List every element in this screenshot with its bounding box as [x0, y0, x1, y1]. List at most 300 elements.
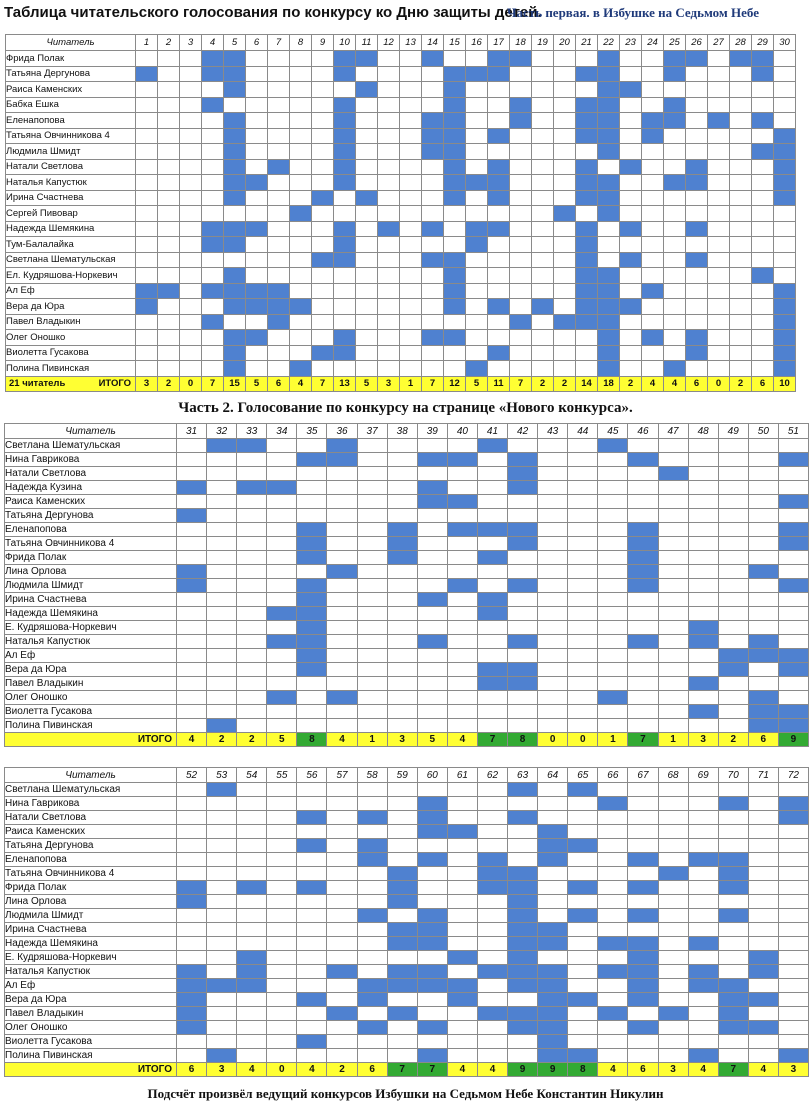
reader-row — [5, 495, 809, 509]
column-header: 9 — [312, 35, 334, 51]
total-cell: 9 — [508, 1063, 538, 1077]
vote-cell — [237, 523, 267, 537]
reader-name: Татьяна Дергунова — [6, 66, 136, 82]
vote-cell — [177, 649, 207, 663]
vote-cell-marked — [297, 881, 327, 895]
vote-cell — [532, 128, 554, 144]
vote-cell — [752, 330, 774, 346]
vote-cell — [207, 1007, 237, 1021]
reader-name: Татьяна Овчинникова 4 — [6, 128, 136, 144]
column-header: 31 — [177, 424, 207, 439]
vote-cell-marked — [246, 330, 268, 346]
vote-cell — [246, 237, 268, 253]
vote-cell — [357, 635, 387, 649]
vote-cell — [447, 719, 477, 733]
vote-cell — [554, 345, 576, 361]
vote-cell — [207, 1035, 237, 1049]
vote-cell — [158, 144, 180, 160]
vote-cell — [267, 509, 297, 523]
vote-cell — [237, 923, 267, 937]
vote-cell — [237, 565, 267, 579]
total-cell: 5 — [466, 376, 488, 391]
vote-cell — [290, 66, 312, 82]
vote-cell — [688, 439, 718, 453]
vote-cell — [510, 299, 532, 315]
reader-row — [5, 923, 809, 937]
vote-cell-marked — [686, 221, 708, 237]
vote-cell-marked — [718, 979, 748, 993]
vote-cell — [177, 551, 207, 565]
vote-cell — [177, 951, 207, 965]
vote-cell-marked — [748, 649, 778, 663]
total-cell: 7 — [477, 733, 507, 747]
vote-cell-marked — [334, 128, 356, 144]
vote-cell-marked — [444, 268, 466, 284]
vote-cell — [267, 467, 297, 481]
vote-cell — [774, 51, 796, 67]
vote-cell — [444, 345, 466, 361]
vote-cell-marked — [447, 453, 477, 467]
vote-cell — [568, 719, 598, 733]
reader-name: Сергей Пивовар — [6, 206, 136, 222]
vote-cell — [180, 299, 202, 315]
vote-cell — [688, 881, 718, 895]
vote-cell — [387, 593, 417, 607]
vote-cell — [598, 705, 628, 719]
vote-cell-marked — [598, 361, 620, 377]
vote-cell — [267, 811, 297, 825]
vote-cell — [658, 523, 688, 537]
vote-cell — [357, 677, 387, 691]
vote-cell — [554, 66, 576, 82]
vote-cell-marked — [268, 314, 290, 330]
column-header: 40 — [447, 424, 477, 439]
vote-cell-marked — [664, 361, 686, 377]
vote-cell — [488, 361, 510, 377]
vote-cell — [730, 66, 752, 82]
vote-cell — [327, 677, 357, 691]
vote-cell — [267, 495, 297, 509]
vote-cell — [246, 97, 268, 113]
vote-cell-marked — [598, 66, 620, 82]
vote-cell — [237, 691, 267, 705]
vote-cell — [568, 811, 598, 825]
vote-cell — [356, 345, 378, 361]
vote-cell — [202, 190, 224, 206]
vote-cell — [532, 330, 554, 346]
vote-cell — [658, 607, 688, 621]
reader-row — [6, 175, 796, 191]
vote-cell — [268, 190, 290, 206]
vote-cell — [538, 951, 568, 965]
vote-cell — [568, 825, 598, 839]
vote-cell — [246, 314, 268, 330]
vote-cell-marked — [510, 314, 532, 330]
vote-cell-marked — [444, 66, 466, 82]
vote-cell — [748, 853, 778, 867]
vote-cell-marked — [357, 1021, 387, 1035]
vote-cell-marked — [538, 965, 568, 979]
vote-cell-marked — [422, 221, 444, 237]
vote-cell — [378, 190, 400, 206]
vote-cell — [400, 144, 422, 160]
vote-cell — [488, 283, 510, 299]
vote-cell — [708, 345, 730, 361]
vote-cell — [158, 268, 180, 284]
vote-cell — [688, 895, 718, 909]
vote-cell — [237, 551, 267, 565]
total-cell: 2 — [207, 733, 237, 747]
total-cell: 4 — [688, 1063, 718, 1077]
vote-cell — [378, 330, 400, 346]
vote-cell — [598, 523, 628, 537]
vote-cell — [422, 82, 444, 98]
vote-cell — [267, 895, 297, 909]
vote-cell-marked — [477, 663, 507, 677]
vote-cell — [400, 237, 422, 253]
vote-cell — [477, 705, 507, 719]
vote-cell — [642, 175, 664, 191]
vote-cell — [688, 607, 718, 621]
vote-cell-marked — [417, 1021, 447, 1035]
vote-cell-marked — [688, 705, 718, 719]
vote-cell — [417, 895, 447, 909]
vote-cell-marked — [538, 1049, 568, 1063]
vote-cell — [688, 565, 718, 579]
vote-cell — [357, 663, 387, 677]
reader-row — [5, 811, 809, 825]
vote-cell — [387, 565, 417, 579]
vote-cell — [508, 593, 538, 607]
column-header: 22 — [598, 35, 620, 51]
vote-cell — [477, 467, 507, 481]
vote-cell — [207, 797, 237, 811]
vote-cell — [554, 252, 576, 268]
vote-cell — [598, 783, 628, 797]
vote-cell-marked — [177, 579, 207, 593]
vote-cell — [778, 923, 808, 937]
column-header: 53 — [207, 768, 237, 783]
vote-cell-marked — [598, 283, 620, 299]
vote-cell — [378, 345, 400, 361]
vote-cell-marked — [466, 237, 488, 253]
vote-cell — [297, 965, 327, 979]
vote-cell — [327, 867, 357, 881]
vote-cell — [466, 299, 488, 315]
vote-cell — [708, 159, 730, 175]
vote-cell-marked — [387, 537, 417, 551]
vote-cell — [554, 268, 576, 284]
vote-cell — [538, 481, 568, 495]
vote-cell — [748, 509, 778, 523]
vote-cell — [538, 881, 568, 895]
vote-cell — [447, 797, 477, 811]
vote-cell-marked — [207, 1049, 237, 1063]
vote-cell — [237, 797, 267, 811]
vote-cell-marked — [598, 144, 620, 160]
vote-cell — [237, 621, 267, 635]
vote-cell — [730, 175, 752, 191]
vote-cell — [334, 361, 356, 377]
total-cell: 0 — [538, 733, 568, 747]
vote-cell — [576, 361, 598, 377]
reader-row — [6, 237, 796, 253]
vote-cell-marked — [752, 66, 774, 82]
vote-cell — [477, 565, 507, 579]
vote-cell — [778, 951, 808, 965]
vote-cell — [237, 467, 267, 481]
vote-cell — [387, 677, 417, 691]
vote-cell-marked — [387, 895, 417, 909]
vote-cell-marked — [642, 283, 664, 299]
reader-row — [5, 719, 809, 733]
vote-cell-marked — [778, 453, 808, 467]
vote-cell — [180, 283, 202, 299]
vote-cell-marked — [576, 299, 598, 315]
vote-cell — [136, 144, 158, 160]
vote-cell-marked — [664, 66, 686, 82]
total-cell: 6 — [686, 376, 708, 391]
vote-cell — [312, 175, 334, 191]
vote-cell — [658, 495, 688, 509]
vote-cell — [688, 663, 718, 677]
vote-cell — [718, 705, 748, 719]
vote-cell — [180, 82, 202, 98]
vote-cell — [297, 825, 327, 839]
vote-cell — [357, 691, 387, 705]
vote-cell — [686, 66, 708, 82]
vote-cell-marked — [477, 965, 507, 979]
vote-cell — [686, 113, 708, 129]
vote-cell-marked — [598, 175, 620, 191]
vote-cell — [136, 82, 158, 98]
vote-cell — [356, 159, 378, 175]
column-header: 15 — [444, 35, 466, 51]
vote-cell — [532, 159, 554, 175]
total-cell: 2 — [554, 376, 576, 391]
vote-cell — [357, 951, 387, 965]
column-header: 25 — [664, 35, 686, 51]
vote-cell-marked — [357, 839, 387, 853]
column-header: 8 — [290, 35, 312, 51]
vote-cell-marked — [774, 345, 796, 361]
vote-cell — [538, 579, 568, 593]
vote-cell — [658, 691, 688, 705]
vote-cell-marked — [334, 330, 356, 346]
vote-cell — [554, 221, 576, 237]
vote-cell — [708, 128, 730, 144]
vote-cell — [730, 221, 752, 237]
vote-cell-marked — [334, 159, 356, 175]
vote-cell — [177, 677, 207, 691]
vote-cell — [237, 783, 267, 797]
vote-cell — [327, 923, 357, 937]
vote-cell — [688, 593, 718, 607]
column-header: 28 — [730, 35, 752, 51]
vote-cell — [136, 345, 158, 361]
vote-cell — [748, 783, 778, 797]
vote-cell — [718, 453, 748, 467]
column-header: 68 — [658, 768, 688, 783]
vote-cell-marked — [688, 635, 718, 649]
reader-row — [6, 314, 796, 330]
total-cell: 7 — [422, 376, 444, 391]
vote-cell — [664, 190, 686, 206]
vote-cell-marked — [778, 495, 808, 509]
reader-row — [5, 537, 809, 551]
vote-cell — [400, 206, 422, 222]
vote-cell — [708, 221, 730, 237]
vote-cell — [312, 82, 334, 98]
vote-cell — [658, 1049, 688, 1063]
vote-cell — [202, 159, 224, 175]
reader-row — [5, 979, 809, 993]
vote-cell — [422, 314, 444, 330]
vote-cell — [568, 481, 598, 495]
reader-name: Людмила Шмидт — [5, 909, 177, 923]
vote-cell — [400, 97, 422, 113]
vote-cell — [748, 621, 778, 635]
vote-cell-marked — [598, 314, 620, 330]
vote-cell — [628, 923, 658, 937]
vote-cell — [532, 190, 554, 206]
vote-cell — [554, 144, 576, 160]
vote-cell — [688, 523, 718, 537]
vote-cell-marked — [417, 811, 447, 825]
vote-cell — [688, 783, 718, 797]
vote-cell — [387, 607, 417, 621]
vote-cell — [642, 345, 664, 361]
vote-cell — [447, 467, 477, 481]
vote-cell — [447, 867, 477, 881]
vote-cell-marked — [334, 252, 356, 268]
vote-cell — [356, 314, 378, 330]
vote-cell — [180, 51, 202, 67]
vote-cell — [290, 51, 312, 67]
vote-cell — [180, 268, 202, 284]
vote-cell — [686, 97, 708, 113]
vote-cell-marked — [224, 361, 246, 377]
reader-row — [6, 82, 796, 98]
vote-cell — [312, 283, 334, 299]
column-header: 10 — [334, 35, 356, 51]
vote-cell — [718, 951, 748, 965]
totals-row — [6, 376, 796, 391]
vote-cell — [202, 144, 224, 160]
vote-cell-marked — [466, 175, 488, 191]
vote-cell — [686, 314, 708, 330]
vote-cell-marked — [237, 881, 267, 895]
vote-cell — [267, 551, 297, 565]
vote-cell — [417, 439, 447, 453]
vote-cell — [356, 221, 378, 237]
vote-cell — [718, 607, 748, 621]
vote-cell — [688, 691, 718, 705]
vote-cell-marked — [444, 283, 466, 299]
vote-cell — [268, 330, 290, 346]
vote-cell — [357, 1035, 387, 1049]
vote-cell-marked — [378, 221, 400, 237]
vote-cell — [327, 705, 357, 719]
reader-row — [6, 206, 796, 222]
total-cell: 4 — [297, 1063, 327, 1077]
vote-cell — [554, 237, 576, 253]
vote-cell — [158, 299, 180, 315]
total-cell: 7 — [510, 376, 532, 391]
column-header: 61 — [447, 768, 477, 783]
reader-row — [6, 299, 796, 315]
vote-cell — [568, 853, 598, 867]
vote-cell — [477, 719, 507, 733]
vote-cell — [752, 175, 774, 191]
vote-cell — [378, 299, 400, 315]
vote-cell — [664, 159, 686, 175]
vote-cell — [136, 128, 158, 144]
vote-cell — [658, 811, 688, 825]
vote-cell — [664, 345, 686, 361]
vote-cell — [718, 783, 748, 797]
vote-cell-marked — [202, 314, 224, 330]
vote-cell — [510, 237, 532, 253]
vote-cell — [568, 621, 598, 635]
vote-cell-marked — [312, 252, 334, 268]
vote-cell-marked — [598, 97, 620, 113]
reader-row — [5, 579, 809, 593]
vote-cell — [422, 268, 444, 284]
vote-cell-marked — [686, 175, 708, 191]
vote-cell — [312, 144, 334, 160]
vote-cell — [400, 128, 422, 144]
vote-cell — [748, 607, 778, 621]
vote-cell-marked — [576, 97, 598, 113]
vote-cell — [357, 481, 387, 495]
vote-cell — [510, 268, 532, 284]
vote-cell — [327, 993, 357, 1007]
vote-cell — [538, 453, 568, 467]
reader-row — [6, 128, 796, 144]
vote-cell — [327, 509, 357, 523]
vote-cell-marked — [554, 206, 576, 222]
vote-cell-marked — [224, 128, 246, 144]
vote-cell — [708, 237, 730, 253]
vote-cell — [268, 206, 290, 222]
total-cell: 2 — [237, 733, 267, 747]
reader-row — [5, 895, 809, 909]
vote-cell-marked — [658, 867, 688, 881]
column-header: 12 — [378, 35, 400, 51]
column-header: 11 — [356, 35, 378, 51]
reader-row — [5, 965, 809, 979]
vote-cell-marked — [202, 237, 224, 253]
vote-cell — [268, 113, 290, 129]
vote-cell — [202, 175, 224, 191]
vote-cell — [312, 113, 334, 129]
vote-cell — [538, 719, 568, 733]
vote-cell — [508, 797, 538, 811]
vote-cell — [554, 361, 576, 377]
column-header: 65 — [568, 768, 598, 783]
vote-cell — [598, 979, 628, 993]
vote-cell — [447, 663, 477, 677]
vote-cell — [620, 283, 642, 299]
vote-cell — [568, 467, 598, 481]
vote-cell — [357, 825, 387, 839]
vote-cell-marked — [158, 283, 180, 299]
total-cell: 3 — [378, 376, 400, 391]
vote-cell — [658, 881, 688, 895]
reader-name: Раиса Каменских — [5, 825, 177, 839]
vote-cell-marked — [224, 283, 246, 299]
